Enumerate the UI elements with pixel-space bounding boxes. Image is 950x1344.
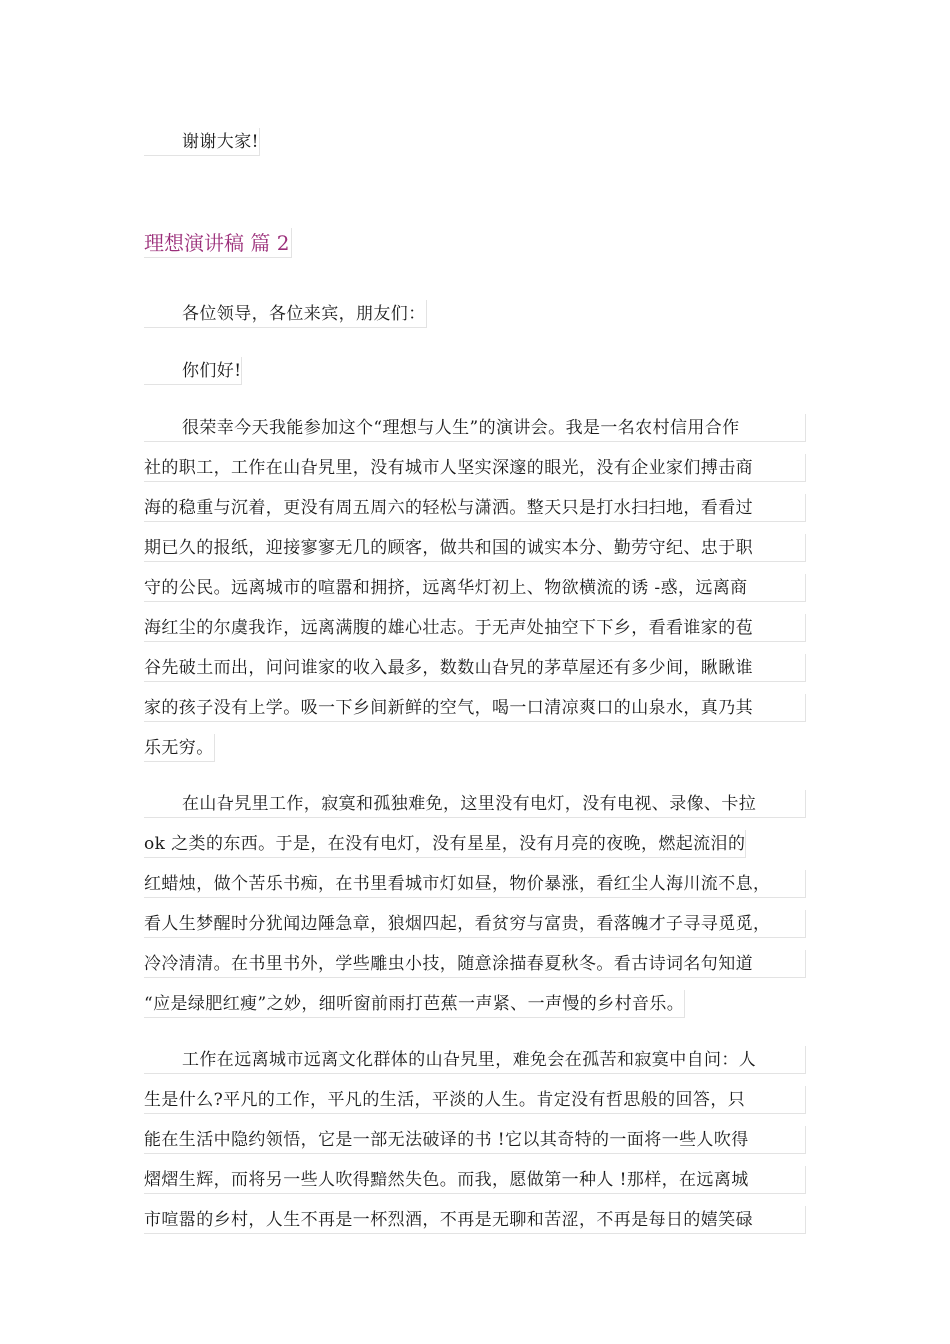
paragraph-line: 工作在远离城市远离文化群体的山旮旯里，难免会在孤苦和寂寞中自问：人	[144, 1046, 806, 1074]
greeting-line: 各位领导，各位来宾，朋友们：	[144, 300, 427, 328]
paragraph-line: 在山旮旯里工作，寂寞和孤独难免，这里没有电灯，没有电视、录像、卡拉	[144, 790, 806, 818]
paragraph-line: 守的公民。远离城市的喧嚣和拥挤，远离华灯初上、物欲横流的诱 -惑，远离商	[144, 574, 806, 602]
paragraph-line: 期已久的报纸，迎接寥寥无几的顾客，做共和国的诚实本分、勤劳守纪、忠于职	[144, 534, 806, 562]
paragraph-line: 冷冷清清。在书里书外，学些雕虫小技，随意涂描春夏秋冬。看古诗词名句知道	[144, 950, 806, 978]
paragraph-line: 看人生梦醒时分犹闻边陲急章，狼烟四起，看贫穷与富贵，看落魄才子寻寻觅觅，	[144, 910, 806, 938]
paragraph-line: 海红尘的尔虞我诈，远离满腹的雄心壮志。于无声处抽空下下乡，看看谁家的苞	[144, 614, 806, 642]
paragraph-line: 市喧嚣的乡村，人生不再是一杯烈酒，不再是无聊和苦涩，不再是每日的嬉笑碌	[144, 1206, 806, 1234]
section-heading: 理想演讲稿 篇 2	[144, 228, 292, 258]
paragraph-line: 红蜡烛，做个苦乐书痴，在书里看城市灯如昼，物价暴涨，看红尘人海川流不息，	[144, 870, 806, 898]
paragraph-line: 社的职工，工作在山旮旯里，没有城市人坚实深邃的眼光，没有企业家们搏击商	[144, 454, 806, 482]
paragraph-line: 海的稳重与沉着，更没有周五周六的轻松与潇洒。整天只是打水扫扫地，看看过	[144, 494, 806, 522]
paragraph-line: 能在生活中隐约领悟，它是一部无法破译的书 !它以其奇特的一面将一些人吹得	[144, 1126, 806, 1154]
paragraph-line: 家的孩子没有上学。吸一下乡间新鲜的空气，喝一口清凉爽口的山泉水，真乃其	[144, 694, 806, 722]
paragraph-line: 谷先破土而出，问问谁家的收入最多，数数山旮旯的茅草屋还有多少间，瞅瞅谁	[144, 654, 806, 682]
paragraph-line: ok 之类的东西。于是，在没有电灯，没有星星，没有月亮的夜晚，燃起流泪的	[144, 830, 746, 858]
closing-line: 谢谢大家!	[144, 128, 260, 156]
paragraph-line: 乐无穷。	[144, 734, 215, 762]
hello-line: 你们好!	[144, 357, 242, 385]
paragraph-line: 很荣幸今天我能参加这个“理想与人生”的演讲会。我是一名农村信用合作	[144, 414, 806, 442]
paragraph-line: “应是绿肥红瘦”之妙，细听窗前雨打芭蕉一声紧、一声慢的乡村音乐。	[144, 990, 685, 1018]
paragraph-line: 生是什么?平凡的工作，平凡的生活，平淡的人生。肯定没有哲思般的回答，只	[144, 1086, 806, 1114]
paragraph-line: 熠熠生辉，而将另一些人吹得黯然失色。而我，愿做第一种人 !那样，在远离城	[144, 1166, 806, 1194]
